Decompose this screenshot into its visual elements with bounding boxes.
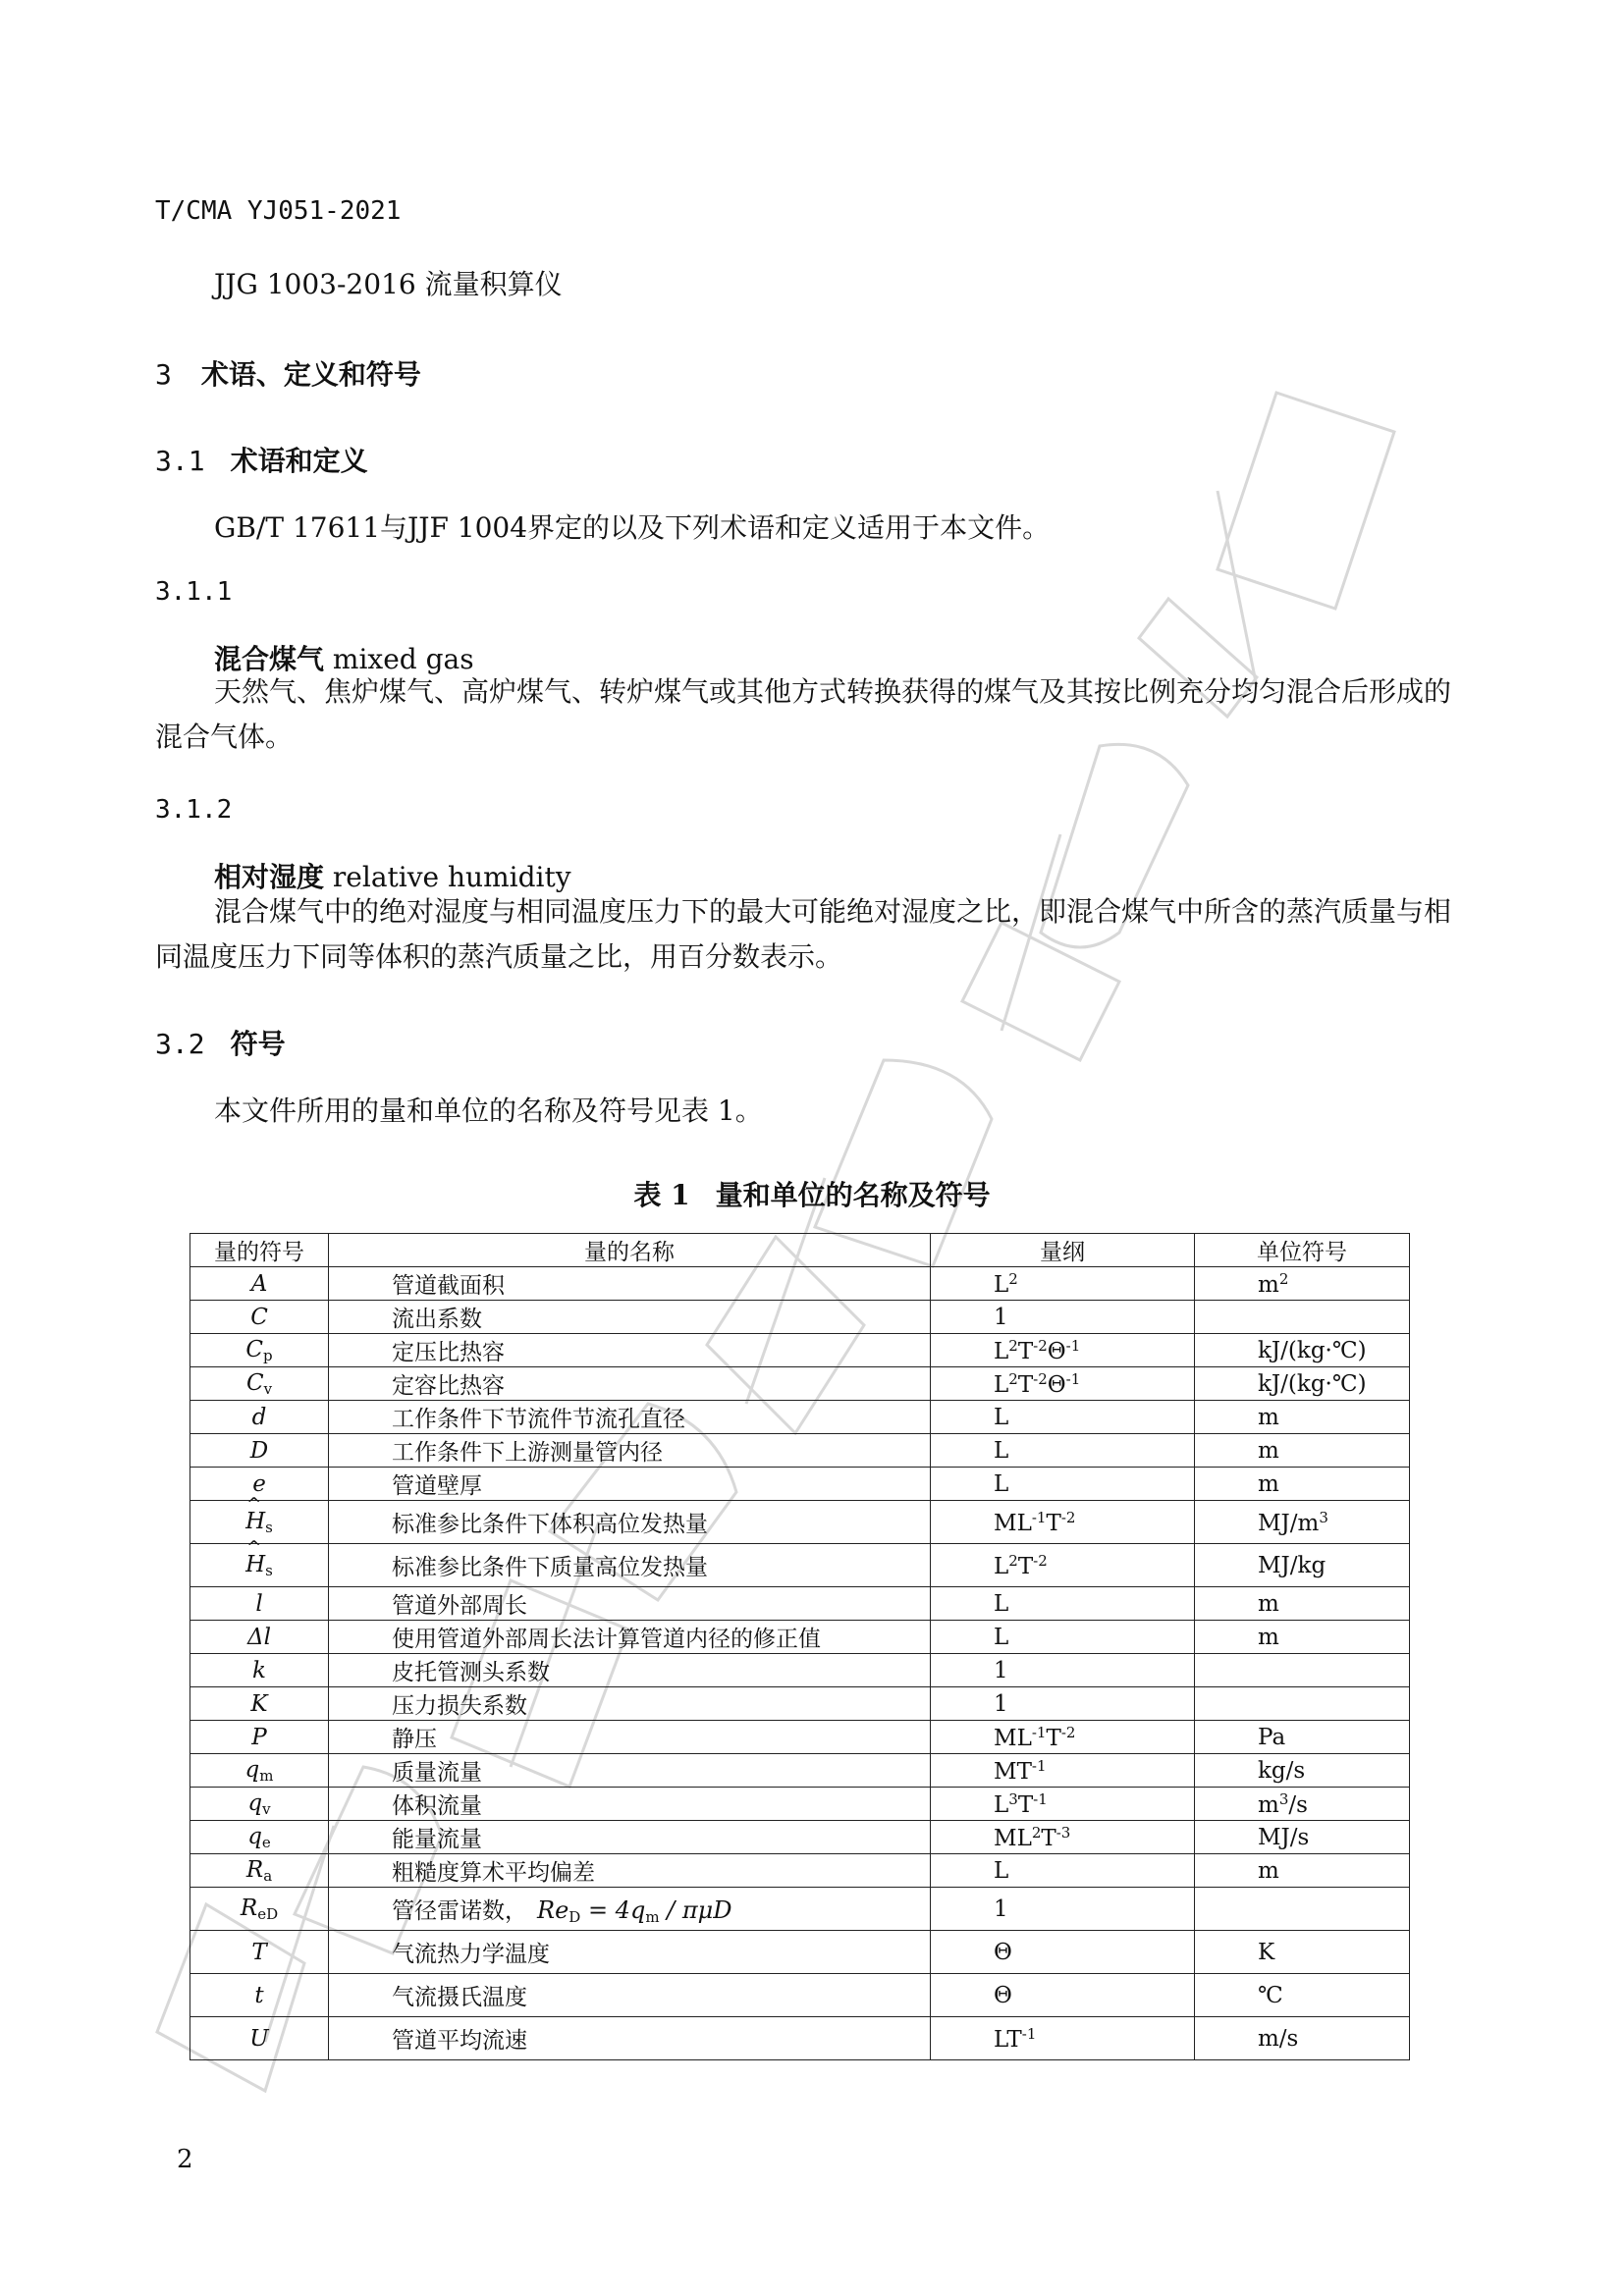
dimension-exponent: 2 [1008, 1369, 1018, 1388]
dimension-cell: $L^2T^{-2}\Theta^{-1}$ [931, 1367, 1195, 1401]
quantity-name: 定压比热容 [392, 1340, 505, 1365]
symbol-cell [190, 1754, 329, 1788]
quantity-name: 能量流量 [392, 1827, 482, 1852]
symbol-cell [190, 1721, 329, 1754]
symbol-text: A [250, 1270, 268, 1297]
dimension-cell: $L^2$ [931, 1267, 1195, 1301]
quantity-name: 体积流量 [392, 1793, 482, 1819]
quantity-name-cell [329, 1721, 931, 1754]
quantity-name-cell [329, 1654, 931, 1687]
quantity-name: 压力损失系数 [392, 1693, 527, 1719]
quantity-name: 管道平均流速 [392, 2028, 527, 2054]
unit-cell: kJ/(kg·℃) [1195, 1334, 1410, 1367]
dimension-cell: 1 [931, 1654, 1195, 1687]
dimension-cell: $L^2T^{-2}\Theta^{-1}$ [931, 1334, 1195, 1367]
symbol-subscript: s [265, 1518, 273, 1536]
quantity-name: 管道壁厚 [392, 1473, 482, 1499]
unit-cell: m [1195, 1621, 1410, 1654]
unit-cell: Pa [1195, 1721, 1410, 1754]
section-3-1-heading [155, 440, 368, 479]
unit-cell: m [1195, 1468, 1410, 1501]
header-symbol: 量的符号 [190, 1234, 329, 1267]
table-row [190, 1301, 1410, 1334]
table-caption-title: 量和单位的名称及符号 [715, 1179, 991, 1211]
term-3-1-2-zh: 相对湿度 [214, 861, 325, 893]
dimension-exponent: -2 [1033, 1551, 1048, 1570]
dimension-cell: $ML^{-1}T^{-2}$ [931, 1501, 1195, 1544]
term-3-1-2-number: 3.1.2 [155, 795, 233, 825]
header-unit: 单位符号 [1195, 1234, 1410, 1267]
symbol-text: e [252, 1470, 266, 1497]
table-row [190, 1788, 1410, 1821]
symbol-text: Δl [247, 1624, 271, 1650]
quantity-name-cell [329, 1587, 931, 1621]
symbol-text: ^ H [245, 1509, 265, 1534]
symbols-table [189, 1233, 1410, 2060]
unit-cell: kJ/(kg·℃) [1195, 1367, 1410, 1401]
table-header-row [190, 1234, 1410, 1267]
symbol-text: R [245, 1856, 264, 1883]
quantity-name-cell [329, 1974, 931, 2017]
table-body [190, 1267, 1410, 2060]
dimension-exponent: 2 [1031, 1823, 1042, 1842]
symbol-text: U [249, 2025, 269, 2052]
quantity-name-cell [329, 1544, 931, 1587]
unit-cell: m [1195, 1401, 1410, 1434]
quantity-name-cell [329, 1401, 931, 1434]
section-3-2-number: 3.2 [155, 1028, 205, 1060]
symbol-cell [190, 1334, 329, 1367]
symbol-cell [190, 1587, 329, 1621]
symbol-cell [190, 1788, 329, 1821]
unit-cell: K [1195, 1931, 1410, 1974]
dimension-exponent: -1 [1021, 2024, 1037, 2043]
symbol-cell [190, 1301, 329, 1334]
symbol-cell [190, 1888, 329, 1931]
table-row [190, 1501, 1410, 1544]
quantity-name-cell [329, 1434, 931, 1468]
dimension-cell: $LT^{-1}$ [931, 2017, 1195, 2060]
dimension-cell: L [931, 1434, 1195, 1468]
dimension-exponent: -1 [1065, 1336, 1081, 1355]
table-row [190, 1434, 1410, 1468]
quantity-name: 标准参比条件下质量高位发热量 [392, 1555, 708, 1580]
symbol-subscript: a [263, 1866, 273, 1885]
symbol-text: q [244, 1756, 260, 1783]
symbol-cell [190, 1621, 329, 1654]
term-3-1-2-definition: 混合煤气中的绝对湿度与相同温度压力下的最大可能绝对湿度之比，即混合煤气中所含的蒸汽质量与相同温度压力下同等体积的蒸汽质量之比，用百分数表示。 [155, 895, 1452, 973]
quantity-name: 流出系数 [392, 1307, 482, 1332]
section-3-title: 术语、定义和符号 [200, 358, 421, 391]
quantity-name-cell [329, 1367, 931, 1401]
dimension-exponent: -1 [1065, 1369, 1081, 1388]
quantity-name: 气流摄氏温度 [392, 1985, 527, 2010]
table-row [190, 1687, 1410, 1721]
symbol-cell [190, 1654, 329, 1687]
dimension-exponent: -1 [1033, 1789, 1048, 1808]
symbols-reference-paragraph: 本文件所用的量和单位的名称及符号见表 1。 [214, 1095, 763, 1127]
symbol-subscript: v [262, 1799, 271, 1818]
symbol-text: t [254, 1982, 264, 2008]
unit-cell: m/s [1195, 2017, 1410, 2060]
dimension-cell: Θ [931, 1974, 1195, 2017]
quantity-name-cell [329, 1501, 931, 1544]
quantity-name: 气流热力学温度 [392, 1942, 550, 1967]
table-row [190, 1654, 1410, 1687]
unit-cell: $MJ/m^3$ [1195, 1501, 1410, 1544]
symbol-cell [190, 1401, 329, 1434]
quantity-name-cell [329, 1854, 931, 1888]
quantity-name-cell [329, 1301, 931, 1334]
quantity-name: 管径雷诺数， [392, 1897, 527, 1924]
quantity-name: 静压 [392, 1727, 437, 1752]
table-row [190, 1468, 1410, 1501]
normative-reference-line: JJG 1003-2016 流量积算仪 [214, 268, 563, 300]
dimension-cell: $ML^{-1}T^{-2}$ [931, 1721, 1195, 1754]
symbol-subscript: m [259, 1766, 274, 1785]
quantity-name-cell [329, 1821, 931, 1854]
symbol-text: D [249, 1437, 269, 1464]
unit-cell: $m^3/s$ [1195, 1788, 1410, 1821]
table-row [190, 1721, 1410, 1754]
symbol-cell [190, 1434, 329, 1468]
quantity-name: 工作条件下节流件节流孔直径 [392, 1407, 685, 1432]
table-caption-number: 表 1 [633, 1179, 690, 1211]
table-row [190, 1888, 1410, 1931]
symbol-cell [190, 1544, 329, 1587]
table-row [190, 1401, 1410, 1434]
dimension-cell: 1 [931, 1888, 1195, 1931]
section-3-2-heading [155, 1023, 286, 1062]
unit-cell: m [1195, 1854, 1410, 1888]
quantity-name: 使用管道外部周长法计算管道内径的修正值 [392, 1627, 821, 1652]
quantity-name: 皮托管测头系数 [392, 1660, 550, 1685]
symbol-subscript: eD [257, 1904, 279, 1923]
quantity-name-cell [329, 1334, 931, 1367]
symbol-cell [190, 1931, 329, 1974]
term-3-1-1-zh: 混合煤气 [214, 643, 325, 675]
dimension-exponent: -2 [1033, 1369, 1048, 1388]
symbol-cell [190, 1687, 329, 1721]
table-caption [0, 1174, 1624, 1213]
dimension-exponent: 2 [1008, 1336, 1018, 1355]
dimension-cell: L [931, 1621, 1195, 1654]
section-3-1-title: 术语和定义 [230, 445, 368, 477]
quantity-name-cell [329, 1621, 931, 1654]
unit-cell [1195, 1888, 1410, 1931]
table-row [190, 1544, 1410, 1587]
quantity-name: 工作条件下上游测量管内径 [392, 1440, 663, 1466]
table-row [190, 1854, 1410, 1888]
quantity-name-cell [329, 1468, 931, 1501]
term-3-1-1-en: mixed gas [332, 643, 474, 675]
unit-cell [1195, 1687, 1410, 1721]
symbol-text: P [251, 1724, 267, 1750]
symbol-text: q [247, 1823, 262, 1849]
symbol-text: l [255, 1590, 263, 1617]
unit-cell: m [1195, 1587, 1410, 1621]
dimension-cell: L [931, 1587, 1195, 1621]
quantity-name-cell [329, 1687, 931, 1721]
quantity-name-cell [329, 1888, 931, 1931]
quantity-name: 标准参比条件下体积高位发热量 [392, 1512, 708, 1537]
quantity-name: 定容比热容 [392, 1373, 505, 1399]
symbol-cell [190, 1367, 329, 1401]
unit-cell [1195, 1301, 1410, 1334]
symbol-cell [190, 1854, 329, 1888]
symbol-text: q [247, 1789, 263, 1816]
symbol-cell [190, 2017, 329, 2060]
symbol-text: C [245, 1336, 263, 1362]
symbol-cell [190, 1821, 329, 1854]
table-row [190, 1334, 1410, 1367]
table-row [190, 1931, 1410, 1974]
dimension-cell: $ML^2T^{-3}$ [931, 1821, 1195, 1854]
dimension-cell: $L^2T^{-2}$ [931, 1544, 1195, 1587]
quantity-name-cell [329, 1754, 931, 1788]
table-row [190, 1974, 1410, 2017]
header-name: 量的名称 [329, 1234, 931, 1267]
header-dimension: 量纲 [931, 1234, 1195, 1267]
table-row [190, 1587, 1410, 1621]
unit-cell: kg/s [1195, 1754, 1410, 1788]
symbol-text: d [251, 1404, 267, 1430]
quantity-name: 粗糙度算术平均偏差 [392, 1860, 595, 1886]
symbol-subscript: s [265, 1561, 273, 1579]
unit-exponent: 2 [1278, 1269, 1289, 1288]
dimension-exponent: -2 [1060, 1723, 1076, 1741]
dimension-cell: 1 [931, 1687, 1195, 1721]
dimension-cell: L [931, 1468, 1195, 1501]
dimension-cell: Θ [931, 1931, 1195, 1974]
symbol-subscript: v [263, 1379, 273, 1398]
dimension-exponent: -1 [1031, 1756, 1047, 1775]
table-row [190, 1367, 1410, 1401]
section-3-number: 3 [155, 358, 172, 391]
reynolds-formula: $Re_D = 4q_m / \pi\mu D$ [537, 1896, 732, 1926]
quantity-name: 质量流量 [392, 1760, 482, 1786]
quantity-name-cell [329, 1788, 931, 1821]
unit-cell: MJ/s [1195, 1821, 1410, 1854]
terms-scope-paragraph: GB/T 17611与JJF 1004界定的以及下列术语和定义适用于本文件。 [214, 511, 1051, 544]
section-3-heading [155, 353, 421, 393]
dimension-cell: $MT^{-1}$ [931, 1754, 1195, 1788]
quantity-name-cell [329, 1931, 931, 1974]
dimension-cell: 1 [931, 1301, 1195, 1334]
symbol-text: K [250, 1690, 268, 1717]
symbol-text: k [252, 1657, 266, 1683]
dimension-exponent: -2 [1060, 1508, 1076, 1526]
quantity-name: 管道外部周长 [392, 1593, 527, 1619]
unit-exponent: 3 [1278, 1789, 1289, 1808]
page-number: 2 [177, 2145, 193, 2174]
table-row [190, 1267, 1410, 1301]
dimension-exponent: -2 [1033, 1336, 1048, 1355]
symbol-cell [190, 1974, 329, 2017]
dimension-exponent: -1 [1031, 1508, 1047, 1526]
dimension-exponent: -1 [1031, 1723, 1047, 1741]
symbol-text: R [240, 1895, 258, 1921]
symbol-text: ^ H [245, 1552, 265, 1577]
section-3-2-title: 符号 [230, 1028, 286, 1060]
dimension-cell: L [931, 1854, 1195, 1888]
dimension-cell: L [931, 1401, 1195, 1434]
table-row [190, 1621, 1410, 1654]
table-row [190, 1821, 1410, 1854]
unit-cell: $m^2$ [1195, 1267, 1410, 1301]
quantity-name: 管道截面积 [392, 1273, 505, 1299]
dimension-exponent: 2 [1008, 1269, 1018, 1288]
unit-cell: MJ/kg [1195, 1544, 1410, 1587]
unit-cell [1195, 1654, 1410, 1687]
term-3-1-1-definition: 天然气、焦炉煤气、高炉煤气、转炉煤气或其他方式转换获得的煤气及其按比例充分均匀混合后形成的混合气体。 [155, 675, 1452, 753]
unit-cell: m [1195, 1434, 1410, 1468]
quantity-name-cell [329, 1267, 931, 1301]
dimension-exponent: 3 [1008, 1789, 1018, 1808]
unit-cell: ℃ [1195, 1974, 1410, 2017]
symbol-cell [190, 1267, 329, 1301]
unit-exponent: 3 [1319, 1508, 1328, 1526]
quantity-name-cell [329, 2017, 931, 2060]
symbol-text: T [251, 1939, 267, 1965]
term-3-1-2-en: relative humidity [332, 861, 571, 893]
section-3-1-number: 3.1 [155, 445, 205, 477]
dimension-exponent: -3 [1056, 1823, 1071, 1842]
term-3-1-1-number: 3.1.1 [155, 577, 233, 607]
table-row [190, 2017, 1410, 2060]
dimension-exponent: 2 [1008, 1551, 1018, 1570]
dimension-cell: $L^3T^{-1}$ [931, 1788, 1195, 1821]
table-row [190, 1754, 1410, 1788]
symbol-subscript: p [263, 1346, 273, 1364]
symbol-text: C [250, 1304, 268, 1330]
symbol-subscript: e [261, 1833, 271, 1851]
symbol-text: C [245, 1369, 264, 1396]
document-code: T/CMA YJ051-2021 [155, 196, 402, 226]
